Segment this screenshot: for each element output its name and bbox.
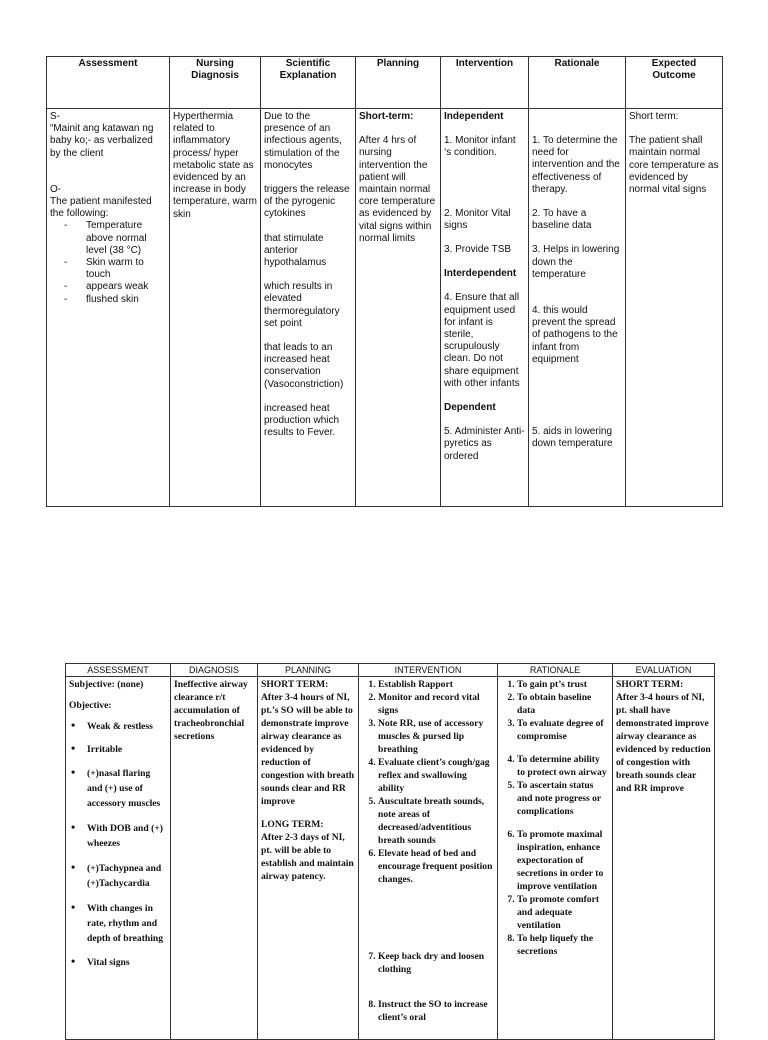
diagnosis-cell: Ineffective airway clearance r/t accumulation of tracheobronchial secretions xyxy=(171,677,258,1040)
header-diagnosis: DIAGNOSIS xyxy=(171,664,258,677)
list-item: - flushed skin xyxy=(72,294,166,306)
rationale-cell xyxy=(498,677,613,1040)
list-item: 2. To obtain baseline data xyxy=(517,691,609,717)
list-item: 2. Monitor and record vital signs xyxy=(378,691,494,717)
list-item: 8. Instruct the SO to increase client’s oral xyxy=(378,998,494,1024)
evaluation-title: SHORT TERM: xyxy=(616,679,684,690)
rationale-item: 1. To determine the need for intervention and the effectiveness of therapy. xyxy=(532,135,620,195)
intervention-item: 1. Monitor infant ‘s condition. xyxy=(444,135,516,159)
list-item: 8. To help liquefy the secretions xyxy=(517,932,609,958)
list-item: • (+)nasal flaring and (+) use of accessory muscles xyxy=(69,766,167,811)
care-plan-table-hyperthermia xyxy=(46,56,723,507)
explanation-cell xyxy=(261,109,356,507)
list-item: • Irritable xyxy=(69,743,167,756)
list-item: - appears weak xyxy=(72,281,166,293)
header-rationale: RATIONALE xyxy=(498,664,613,677)
list-item: 3. Note RR, use of accessory muscles & pursed lip breathing xyxy=(378,717,494,756)
objective-label: Objective: xyxy=(69,700,112,711)
intervention-item: 4. Ensure that all equipment used for infant is sterile, scrupulously clean. Do not share equipment with other infants xyxy=(444,292,520,389)
list-item: - Skin warm to touch xyxy=(72,257,166,281)
list-item: • With changes in rate, rhythm and depth of breathing xyxy=(69,901,167,946)
short-term-text: After 3-4 hours of NI, pt.’s SO will be able to demonstrate improve airway clearance as evidenced by reduction of congestion with breath sounds clear and RR improve xyxy=(261,692,355,807)
header-assessment: ASSESSMENT xyxy=(66,664,171,677)
header-planning: PLANNING xyxy=(258,664,359,677)
list-item: 5. Auscultate breath sounds, note areas of decreased/adventitious breath sounds xyxy=(378,795,494,847)
short-term-title: SHORT TERM: xyxy=(261,679,329,690)
list-item: • (+)Tachypnea and (+)Tachycardia xyxy=(69,861,167,891)
table-header-row xyxy=(47,57,723,109)
explanation-line: triggers the release of the pyrogenic cytokines xyxy=(264,184,350,220)
intervention-item: 2. Monitor Vital signs xyxy=(444,207,511,231)
explanation-line: Due to the presence of an infectious agents, stimulation of the monocytes xyxy=(264,111,342,171)
list-item: 7. Keep back dry and loosen clothing xyxy=(378,950,494,976)
intervention-list xyxy=(362,678,494,1024)
intervention-item: 3. Provide TSB xyxy=(444,244,512,256)
list-item: 1. Establish Rapport xyxy=(378,678,494,691)
evaluation-cell xyxy=(613,677,715,1040)
list-item: • Vital signs xyxy=(69,956,167,969)
header-evaluation: EVALUATION xyxy=(613,664,715,677)
interdependent-label: Interdependent xyxy=(444,268,517,280)
list-item: 4. To determine ability to protect own airway xyxy=(517,753,609,779)
header-intervention: INTERVENTION xyxy=(359,664,498,677)
planning-title: Short-term: xyxy=(359,111,414,122)
intervention-cell xyxy=(441,109,529,507)
list-item: 4. Evaluate client’s cough/gag reflex and swallowing ability xyxy=(378,756,494,795)
assessment-cell xyxy=(66,677,171,1040)
table-header-row xyxy=(66,664,715,677)
explanation-line: that leads to an increased heat conservation (Vasoconstriction) xyxy=(264,342,344,390)
list-item: 3. To evaluate degree of compromise xyxy=(517,717,609,743)
diagnosis-cell: Hyperthermia related to inflammatory process/ hyper metabolic state as evidenced by an increase in body temperature, warm skin xyxy=(170,109,261,507)
evaluation-text: After 3-4 hours of NI, pt. shall have demonstrated improve airway clearance as evidenced by reduction of congestion with breath sounds clear and RR improve xyxy=(616,692,711,794)
rationale-item: 3. Helps in lowering down the temperature xyxy=(532,244,620,280)
outcome-cell xyxy=(626,109,723,507)
care-plan-table-airway xyxy=(65,663,715,1040)
header-nursing-diagnosis: Nursing Diagnosis xyxy=(170,57,261,109)
dependent-label: Dependent xyxy=(444,402,496,414)
rationale-item: 2. To have a baseline data xyxy=(532,208,592,232)
header-expected-outcome: Expected Outcome xyxy=(626,57,723,109)
list-item: • Weak & restless xyxy=(69,720,167,733)
long-term-title: LONG TERM: xyxy=(261,819,324,830)
objective-text: The patient manifested the following: xyxy=(50,196,152,220)
list-item: • With DOB and (+) wheezes xyxy=(69,821,167,851)
planning-text: After 4 hrs of nursing intervention the patient will maintain normal core temperature as evidenced by vital signs within normal limits xyxy=(359,135,436,244)
independent-label: Independent xyxy=(444,111,504,122)
explanation-line: that stimulate anterior hypothalamus xyxy=(264,232,327,269)
header-scientific-explanation: Scientific Explanation xyxy=(261,57,356,109)
list-item: - Temperature above normal level (38 °C) xyxy=(72,220,166,257)
table-row xyxy=(66,677,715,1040)
header-assessment: Assessment xyxy=(47,57,170,109)
subjective-text: “Mainit ang katawan ng baby ko;- as verbalized by the client xyxy=(50,123,154,159)
table-row xyxy=(47,109,723,507)
assessment-cell xyxy=(47,109,170,507)
rationale-item: 4. this would prevent the spread of pathogens to the infant from equipment xyxy=(532,305,618,365)
list-item: 7. To promote comfort and adequate ventilation xyxy=(517,893,609,932)
rationale-item: 5. aids in lowering down temperature xyxy=(532,426,613,450)
list-item: 1. To gain pt’s trust xyxy=(517,678,609,691)
outcome-text: The patient shall maintain normal core temperature as evidenced by normal vital signs xyxy=(629,135,719,196)
header-rationale: Rationale xyxy=(529,57,626,109)
planning-cell xyxy=(258,677,359,1040)
planning-cell xyxy=(356,109,441,507)
intervention-cell xyxy=(359,677,498,1040)
explanation-line: increased heat production which results to Fever. xyxy=(264,402,340,439)
header-intervention: Intervention xyxy=(441,57,529,109)
list-item: 5. To ascertain status and note progress or complications xyxy=(517,779,609,818)
outcome-title: Short term: xyxy=(629,111,679,122)
long-term-text: After 2-3 days of NI, pt. will be able to establish and maintain airway patency. xyxy=(261,832,354,882)
objective-label: O- xyxy=(50,183,62,195)
assessment-list xyxy=(50,220,166,305)
intervention-item: 5. Administer Anti-pyretics as ordered xyxy=(444,426,525,462)
list-item: 6. To promote maximal inspiration, enhance expectoration of secretions in order to improve ventilation xyxy=(517,828,609,893)
subjective-label: S- xyxy=(50,111,60,122)
rationale-cell xyxy=(529,109,626,507)
subjective-text: Subjective: (none) xyxy=(69,679,144,690)
rationale-list xyxy=(501,678,609,958)
header-planning: Planning xyxy=(356,57,441,109)
list-item: 6. Elevate head of bed and encourage frequent position changes. xyxy=(378,847,494,886)
explanation-line: which results in elevated thermoregulatory set point xyxy=(264,281,340,329)
